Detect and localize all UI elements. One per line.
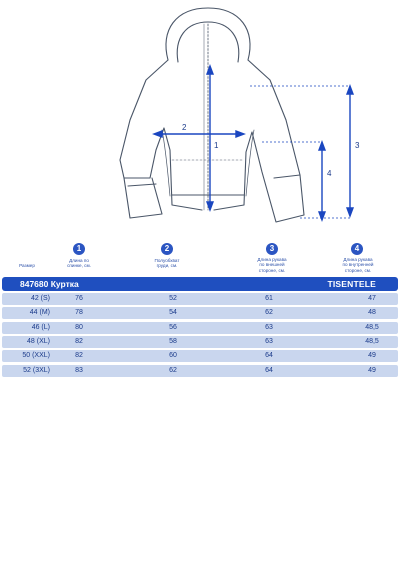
cell-sleeve-inner: 49 (368, 367, 376, 374)
header-chest: Полуобхват груди, см. (154, 258, 180, 269)
cell-sleeve-inner: 47 (368, 295, 376, 302)
cell-chest: 58 (169, 338, 177, 345)
cell-size: 44 (M) (29, 309, 50, 316)
cell-chest: 52 (169, 295, 177, 302)
cell-sleeve-inner: 48,5 (365, 324, 379, 331)
column-number-3: 3 (266, 243, 278, 255)
cell-back-length: 82 (75, 338, 83, 345)
column-number-1: 1 (73, 243, 85, 255)
cell-size: 46 (L) (31, 324, 50, 331)
header-size: Размер (19, 263, 35, 268)
cell-chest: 60 (169, 352, 177, 359)
table-row (2, 322, 398, 334)
cell-chest: 54 (169, 309, 177, 316)
table-row (2, 365, 398, 377)
body-right (214, 60, 304, 222)
cell-chest: 56 (169, 324, 177, 331)
cell-back-length: 78 (75, 309, 83, 316)
column-number-2: 2 (161, 243, 173, 255)
table-row (2, 307, 398, 319)
diagram-label-4: 4 (327, 169, 332, 178)
cell-back-length: 80 (75, 324, 83, 331)
cell-chest: 62 (169, 367, 177, 374)
jacket-measurement-diagram (0, 0, 400, 232)
cell-back-length: 76 (75, 295, 83, 302)
product-code: 847680 Куртка (20, 279, 79, 289)
cell-size: 52 (3XL) (23, 367, 50, 374)
cell-size: 48 (XL) (27, 338, 50, 345)
table-row (2, 336, 398, 348)
table-row (2, 293, 398, 305)
cell-sleeve-outer: 63 (265, 338, 273, 345)
cell-sleeve-outer: 64 (265, 352, 273, 359)
cell-size: 42 (S) (30, 295, 50, 302)
cell-sleeve-inner: 48,5 (365, 338, 379, 345)
cell-sleeve-outer: 61 (265, 295, 273, 302)
product-banner (2, 277, 398, 291)
cell-back-length: 82 (75, 352, 83, 359)
header-sleeve-outer: Длина рукава по внешней стороне, см. (257, 257, 287, 273)
diagram-label-2: 2 (182, 123, 187, 132)
cell-sleeve-inner: 48 (368, 309, 376, 316)
brand-name: TISENTELE (327, 279, 376, 289)
header-sleeve-inner: Длина рукава по внутренней стороне, см. (342, 257, 374, 273)
cell-back-length: 83 (75, 367, 83, 374)
column-number-4: 4 (351, 243, 363, 255)
diagram-label-1: 1 (214, 141, 219, 150)
table-row (2, 350, 398, 362)
header-back-length: Длина по спинке, см. (67, 258, 91, 269)
cell-sleeve-outer: 64 (265, 367, 273, 374)
cell-sleeve-inner: 49 (368, 352, 376, 359)
cell-sleeve-outer: 62 (265, 309, 273, 316)
diagram-label-3: 3 (355, 141, 360, 150)
cell-size: 50 (XXL) (22, 352, 50, 359)
cell-sleeve-outer: 63 (265, 324, 273, 331)
